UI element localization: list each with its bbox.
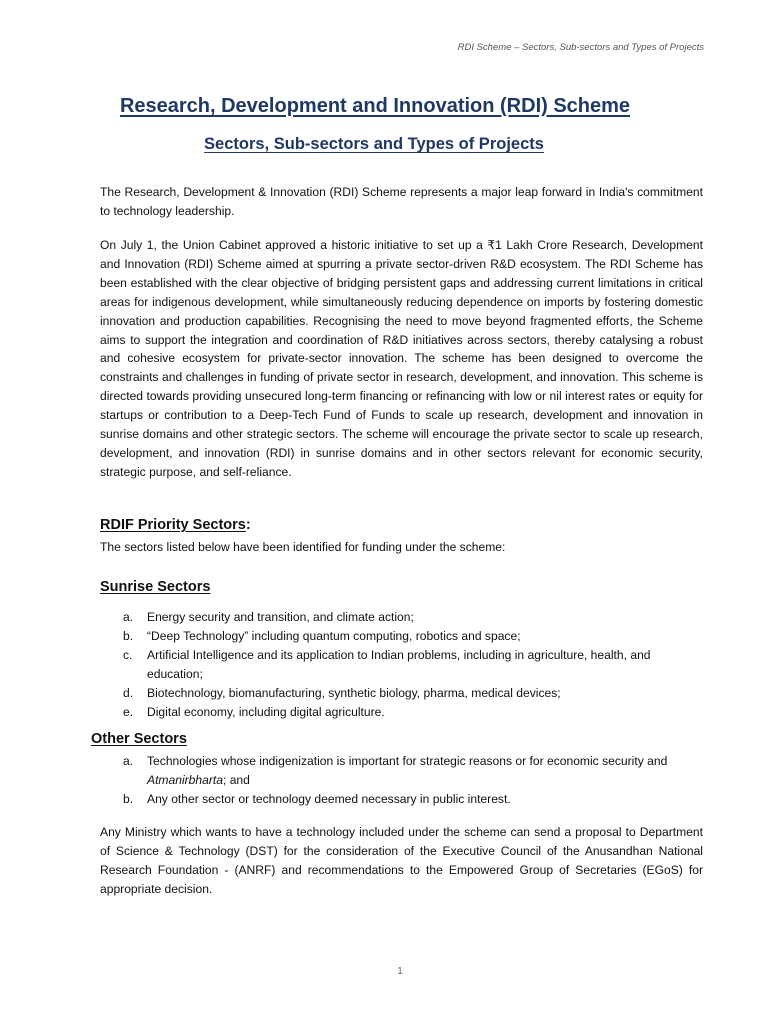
priority-sectors-heading <box>100 517 251 533</box>
priority-sectors-heading-text: RDIF Priority Sectors <box>100 517 246 533</box>
list-item <box>100 684 703 703</box>
priority-sectors-heading-colon: : <box>245 517 251 533</box>
list-item-text: Artificial Intelligence and its application to Indian problems, including in agriculture, health, and education; <box>147 647 651 681</box>
intro-paragraph: The Research, Development & Innovation (RDI) Scheme represents a major leap forward in India's commitment to technology leadership. <box>100 185 703 218</box>
list-item-text: Digital economy, including digital agriculture. <box>147 704 385 719</box>
list-item <box>100 646 703 684</box>
list-marker: b. <box>123 628 134 643</box>
running-header: RDI Scheme – Sectors, Sub-sectors and Types of Projects <box>457 42 704 53</box>
priority-sectors-description: The sectors listed below have been identified for funding under the scheme: <box>100 540 506 554</box>
sunrise-sectors-list <box>100 608 703 721</box>
list-item <box>100 790 703 809</box>
other-sectors-list <box>100 752 703 809</box>
list-marker: b. <box>123 791 134 806</box>
list-marker: a. <box>123 610 134 624</box>
list-item-text: Energy security and transition, and climate action; <box>147 610 414 624</box>
list-item <box>100 627 703 646</box>
list-item <box>100 703 703 722</box>
list-item-text: Technologies whose indigenization is important for strategic reasons or for economic security and <box>147 754 668 768</box>
list-item <box>100 608 703 627</box>
closing-paragraph: Any Ministry which wants to have a technology included under the scheme can send a proposal to Department of Science & Technology (DST) for the consideration of the Executive Council of the Anusandhan National Research Foundation - (ANRF) and recommendations to the Empowered Group of Secretaries (EGoS) for appropriate decision. <box>100 825 703 896</box>
document-title: Research, Development and Innovation (RDI) Scheme <box>119 95 631 117</box>
document-subtitle: Sectors, Sub-sectors and Types of Projects <box>204 135 544 153</box>
sunrise-sectors-heading <box>100 579 210 595</box>
list-item <box>100 752 703 790</box>
other-sectors-heading-text: Other Sectors <box>91 731 187 747</box>
list-marker: c. <box>123 647 133 662</box>
list-marker: e. <box>123 704 134 719</box>
list-marker: d. <box>123 685 134 700</box>
list-item-text: Biotechnology, biomanufacturing, synthetic biology, pharma, medical devices; <box>147 685 561 700</box>
sunrise-sectors-heading-text: Sunrise Sectors <box>100 579 211 595</box>
list-item-text: Any other sector or technology deemed necessary in public interest. <box>147 791 511 806</box>
list-item-text: “Deep Technology” including quantum computing, robotics and space; <box>147 628 521 643</box>
list-item-text-suffix: ; and <box>222 772 250 787</box>
main-paragraph: On July 1, the Union Cabinet approved a historic initiative to set up a ₹1 Lakh Crore Research, Development and Innovation (RDI) Scheme aimed at spurring a private sector-driven R&D ecosystem. The RDI Scheme has been established with the clear objective of bridging persistent gaps and addressing current limitations in critical areas for indigenous development, while simultaneously reducing dependence on imports by fostering domestic innovation and production capabilities. Recognising the need to move beyond fragmented efforts, the Scheme aims to support the integration and coordination of R&D initiatives across sectors, thereby catalysing a robust and cohesive ecosystem for private-sector innovation. The scheme has been designed to overcome the constraints and challenges in funding of private sector in research, development, and innovation. This scheme is directed towards providing unsecured long-term financing or refinancing with low or nil interest rates or equity for startups or contribution to a Deep-Tech Fund of Funds to scale up research, development and innovation in sunrise domains and other strategic sectors. The scheme will encourage the private sector to scale up research, development, and innovation (RDI) in sunrise domains and in other sectors relevant for economic security, strategic purpose, and self-reliance. <box>100 238 703 479</box>
page-number: 1 <box>397 966 403 977</box>
list-item-italic-text: Atmanirbharta <box>147 772 223 787</box>
list-marker: a. <box>123 754 134 768</box>
other-sectors-heading <box>91 731 187 747</box>
